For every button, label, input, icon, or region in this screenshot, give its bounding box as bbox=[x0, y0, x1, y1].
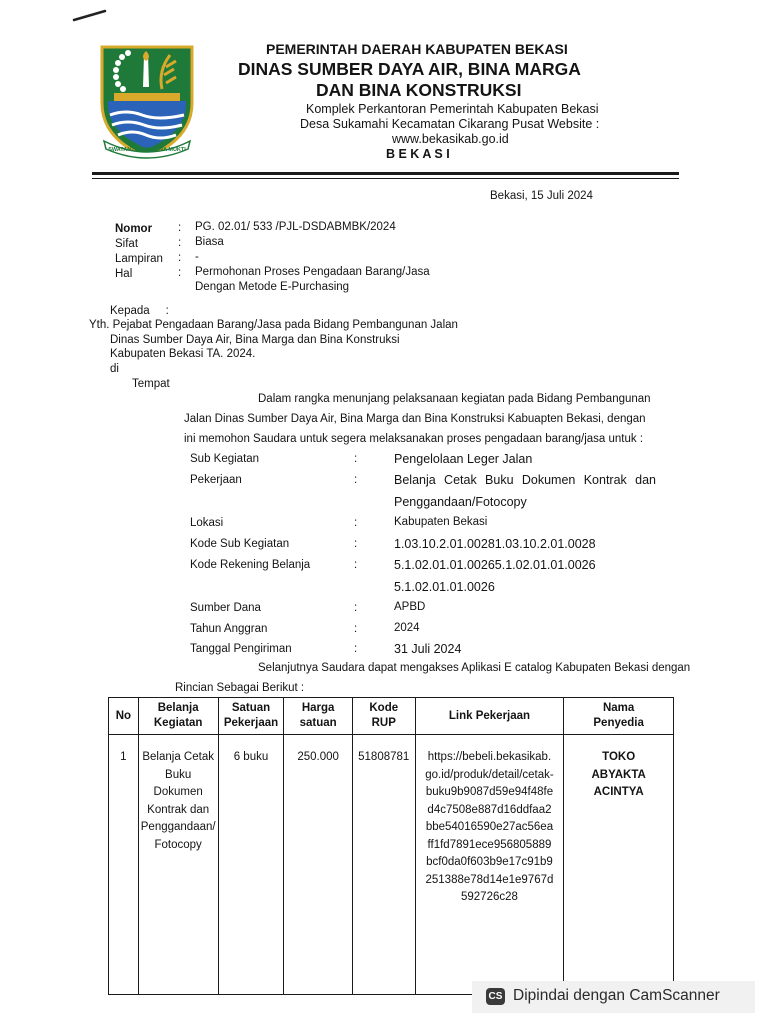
column-header-penyedia: Nama Penyedia bbox=[564, 698, 674, 735]
meta-label-sifat: Sifat bbox=[115, 238, 139, 250]
detail-label-sumber-dana: Sumber Dana bbox=[190, 602, 261, 614]
detail-value-tahun-anggran: 2024 bbox=[394, 622, 420, 634]
detail-colon: : bbox=[354, 559, 358, 571]
detail-value-tanggal-pengiriman: 31 Juli 2024 bbox=[394, 642, 462, 656]
detail-label-sub-kegiatan: Sub Kegiatan bbox=[190, 453, 260, 465]
column-header-belanja: Belanja Kegiatan bbox=[138, 698, 218, 735]
meta-label-hal: Hal bbox=[115, 268, 133, 280]
body-para2-line2: Rincian Sebagai Berikut : bbox=[175, 682, 305, 694]
camscanner-text: Dipindai dengan CamScanner bbox=[513, 987, 720, 1004]
header-government: PEMERINTAH DAERAH KABUPATEN BEKASI bbox=[266, 41, 568, 57]
detail-value-pekerjaan: Belanja Cetak Buku Dokumen Kontrak dan bbox=[394, 473, 656, 487]
meta-colon-sifat: : bbox=[178, 237, 182, 249]
header-agency-line1: DINAS SUMBER DAYA AIR, BINA MARGA bbox=[238, 59, 581, 79]
rincian-table bbox=[108, 697, 674, 995]
addressee-tempat: Tempat bbox=[132, 378, 170, 390]
detail-value-sumber-dana: APBD bbox=[394, 601, 426, 613]
addressee-di: di bbox=[110, 363, 119, 375]
body-para1-line1: Dalam rangka menunjang pelaksanaan kegiatan pada Bidang Pembangunan bbox=[258, 393, 651, 405]
detail-colon: : bbox=[354, 517, 358, 529]
addressee-line3: Kabupaten Bekasi TA. 2024. bbox=[110, 348, 256, 360]
meta-value-hal-2: Dengan Metode E-Purchasing bbox=[195, 281, 350, 293]
detail-colon: : bbox=[354, 474, 358, 486]
body-para1-line2: Jalan Dinas Sumber Daya Air, Bina Marga dan Bina Konstruksi Kabuapten Bekasi, dengan bbox=[184, 413, 646, 425]
kabupaten-bekasi-logo bbox=[96, 43, 198, 159]
detail-value-kode-rekening-2: 5.1.02.01.01.0026 bbox=[394, 580, 495, 594]
column-header-link: Link Pekerjaan bbox=[415, 698, 564, 735]
detail-label-kode-sub-kegiatan: Kode Sub Kegiatan bbox=[190, 538, 290, 550]
header-website: www.bekasikab.go.id bbox=[392, 132, 509, 146]
detail-colon: : bbox=[354, 643, 358, 655]
header-rule-thin bbox=[92, 178, 679, 179]
detail-value-kode-sub-kegiatan: 1.03.10.2.01.00281.03.10.2.01.0028 bbox=[394, 537, 596, 551]
column-header-harga: Harga satuan bbox=[284, 698, 352, 735]
detail-value-lokasi: Kabupaten Bekasi bbox=[394, 516, 488, 528]
detail-label-kode-rekening: Kode Rekening Belanja bbox=[190, 559, 311, 571]
column-header-no: No bbox=[109, 698, 139, 735]
meta-value-nomor: PG. 02.01/ 533 /PJL-DSDABMBK/2024 bbox=[195, 221, 396, 233]
header-city: B E K A S I bbox=[386, 147, 450, 161]
header-rule-thick bbox=[92, 172, 679, 175]
detail-value-pekerjaan-2: Penggandaan/Fotocopy bbox=[394, 495, 527, 509]
cell-belanja: Belanja Cetak Buku Dokumen Kontrak dan Penggandaan/ Fotocopy bbox=[138, 735, 218, 995]
addressee-kepada: Kepada : bbox=[110, 305, 169, 317]
meta-value-sifat: Biasa bbox=[195, 236, 224, 248]
detail-label-tanggal-pengiriman: Tanggal Pengiriman bbox=[190, 643, 292, 655]
header-agency-line2: DAN BINA KONSTRUKSI bbox=[316, 80, 522, 100]
letter-date: Bekasi, 15 Juli 2024 bbox=[490, 190, 593, 202]
detail-colon: : bbox=[354, 453, 358, 465]
meta-colon-nomor: : bbox=[178, 222, 182, 234]
cell-link[interactable]: https://bebeli.bekasikab. go.id/produk/detail/cetak- buku9b9087d59e94f48fe d4c7508e887d16ddfaa2 bbe54016590e27ac56ea ff1fd7891ece956805889 bcf0da0f603b9e17c91b9 251388e78d14e1e9767d 592726c28 bbox=[415, 735, 564, 995]
addressee-line1: Yth. Pejabat Pengadaan Barang/Jasa pada Bidang Pembangunan Jalan bbox=[89, 319, 458, 331]
cell-satuan: 6 buku bbox=[218, 735, 284, 995]
svg-text:SWATANTRA WIBAWA MUKTI: SWATANTRA WIBAWA MUKTI bbox=[108, 147, 186, 153]
body-para2-line1: Selanjutnya Saudara dapat mengakses Aplikasi E catalog Kabupaten Bekasi dengan bbox=[258, 662, 691, 674]
column-header-kode-rup: Kode RUP bbox=[352, 698, 415, 735]
addressee-line2: Dinas Sumber Daya Air, Bina Marga dan Bina Konstruksi bbox=[110, 334, 400, 346]
body-para1-line3: ini memohon Saudara untuk segera melaksanakan proses pengadaan barang/jasa untuk : bbox=[184, 433, 644, 445]
detail-label-tahun-anggran: Tahun Anggran bbox=[190, 623, 268, 635]
detail-colon: : bbox=[354, 602, 358, 614]
cell-penyedia: TOKO ABYAKTA ACINTYA bbox=[564, 735, 674, 995]
detail-colon: : bbox=[354, 538, 358, 550]
table-header-row bbox=[109, 698, 674, 735]
meta-label-lampiran: Lampiran bbox=[115, 253, 163, 265]
cell-no: 1 bbox=[109, 735, 139, 995]
detail-value-sub-kegiatan: Pengelolaan Leger Jalan bbox=[394, 452, 533, 466]
column-header-satuan: Satuan Pekerjaan bbox=[218, 698, 284, 735]
camscanner-logo-icon: CS bbox=[486, 988, 505, 1005]
table-row bbox=[109, 735, 674, 995]
detail-label-lokasi: Lokasi bbox=[190, 517, 224, 529]
detail-value-kode-rekening: 5.1.02.01.01.00265.1.02.01.01.0026 bbox=[394, 558, 596, 572]
meta-value-lampiran: - bbox=[195, 251, 199, 263]
meta-label-nomor: Nomor bbox=[115, 223, 153, 235]
header-address-2: Desa Sukamahi Kecamatan Cikarang Pusat Website : bbox=[300, 117, 600, 131]
meta-value-hal: Permohonan Proses Pengadaan Barang/Jasa bbox=[195, 266, 430, 278]
cell-kode-rup: 51808781 bbox=[352, 735, 415, 995]
header-address-1: Komplek Perkantoran Pemerintah Kabupaten Bekasi bbox=[306, 102, 599, 116]
cell-harga: 250.000 bbox=[284, 735, 352, 995]
meta-colon-lampiran: : bbox=[178, 252, 182, 264]
meta-colon-hal: : bbox=[178, 267, 182, 279]
pen-mark bbox=[72, 8, 108, 24]
detail-colon: : bbox=[354, 623, 358, 635]
detail-label-pekerjaan: Pekerjaan bbox=[190, 474, 242, 486]
